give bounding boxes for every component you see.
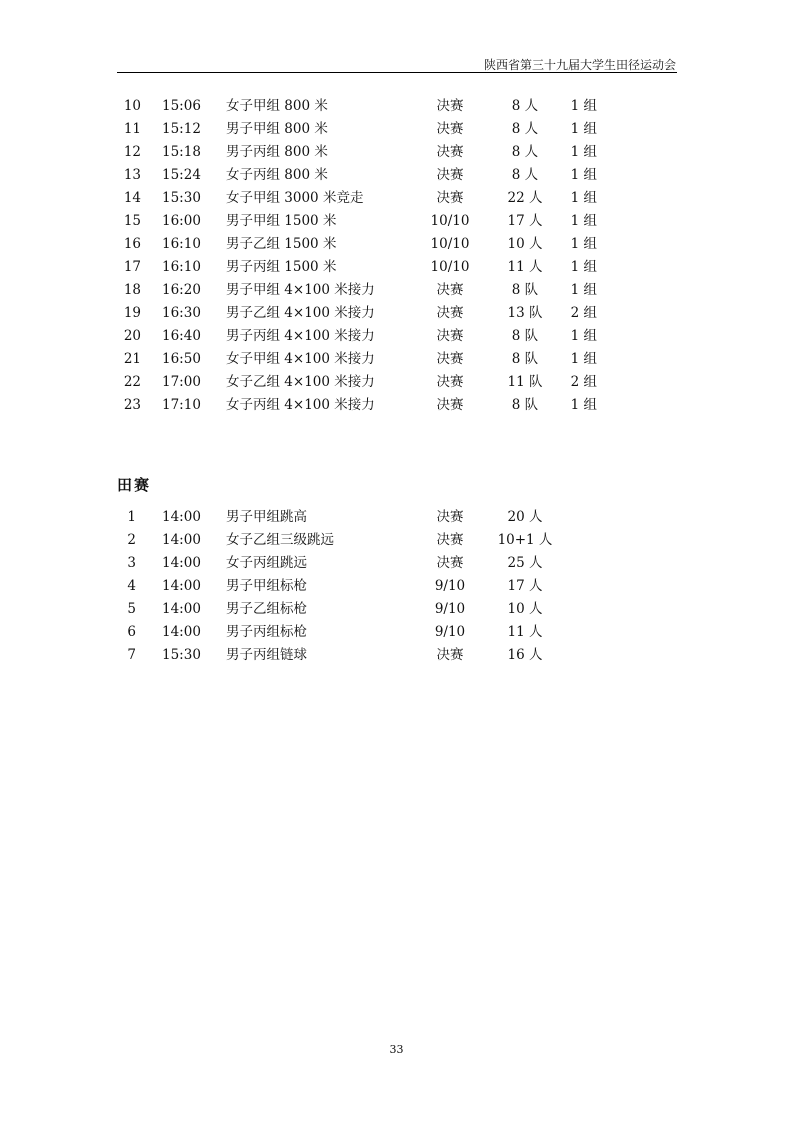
row-time: 14:00 bbox=[162, 601, 201, 617]
row-count: 10+1 人 bbox=[497, 532, 553, 548]
table-row bbox=[117, 598, 677, 621]
row-time: 14:00 bbox=[162, 578, 201, 594]
row-round: 9/10 bbox=[434, 624, 466, 640]
row-round: 决赛 bbox=[436, 167, 464, 183]
row-event: 男子甲组 800 米 bbox=[226, 121, 328, 137]
row-number: 17 bbox=[123, 259, 141, 275]
row-count: 20 人 bbox=[507, 509, 543, 525]
row-time: 15:24 bbox=[162, 167, 201, 183]
row-round: 决赛 bbox=[436, 374, 464, 390]
row-time: 17:10 bbox=[162, 397, 201, 413]
row-count: 10 人 bbox=[507, 601, 543, 617]
row-time: 16:00 bbox=[162, 213, 201, 229]
row-round: 决赛 bbox=[436, 98, 464, 114]
row-count: 10 人 bbox=[507, 236, 543, 252]
table-row bbox=[117, 506, 677, 529]
row-number: 3 bbox=[127, 555, 136, 571]
track-schedule-table bbox=[117, 95, 677, 417]
table-row bbox=[117, 302, 677, 325]
row-round: 决赛 bbox=[436, 532, 464, 548]
row-count: 8 人 bbox=[511, 121, 539, 137]
row-number: 13 bbox=[123, 167, 141, 183]
row-number: 14 bbox=[123, 190, 141, 206]
row-groups: 1 组 bbox=[570, 144, 597, 160]
row-number: 10 bbox=[123, 98, 141, 114]
row-count: 8 人 bbox=[511, 167, 539, 183]
row-groups: 2 组 bbox=[570, 305, 597, 321]
row-number: 20 bbox=[123, 328, 141, 344]
row-count: 16 人 bbox=[507, 647, 543, 663]
row-time: 15:06 bbox=[162, 98, 201, 114]
row-event: 女子丙组 800 米 bbox=[226, 167, 328, 183]
row-event: 男子甲组标枪 bbox=[226, 578, 307, 594]
table-row bbox=[117, 348, 677, 371]
row-time: 16:10 bbox=[162, 259, 201, 275]
row-time: 16:20 bbox=[162, 282, 201, 298]
row-groups: 1 组 bbox=[570, 236, 597, 252]
table-row bbox=[117, 371, 677, 394]
table-row bbox=[117, 529, 677, 552]
row-time: 16:30 bbox=[162, 305, 201, 321]
row-time: 15:30 bbox=[162, 190, 201, 206]
row-number: 21 bbox=[123, 351, 141, 367]
header-rule bbox=[117, 72, 677, 73]
row-event: 男子甲组 4×100 米接力 bbox=[226, 282, 375, 298]
row-event: 女子丙组跳远 bbox=[226, 555, 307, 571]
row-count: 13 队 bbox=[507, 305, 543, 321]
row-event: 男子乙组 4×100 米接力 bbox=[226, 305, 375, 321]
row-event: 女子乙组 4×100 米接力 bbox=[226, 374, 375, 390]
row-groups: 1 组 bbox=[570, 351, 597, 367]
row-round: 10/10 bbox=[430, 236, 470, 252]
row-groups: 1 组 bbox=[570, 397, 597, 413]
row-number: 4 bbox=[127, 578, 136, 594]
table-row bbox=[117, 118, 677, 141]
row-number: 16 bbox=[123, 236, 141, 252]
row-number: 5 bbox=[127, 601, 136, 617]
row-event: 男子丙组链球 bbox=[226, 647, 307, 663]
row-groups: 1 组 bbox=[570, 190, 597, 206]
row-count: 8 人 bbox=[511, 144, 539, 160]
row-number: 12 bbox=[123, 144, 141, 160]
row-number: 11 bbox=[123, 121, 141, 137]
row-round: 决赛 bbox=[436, 555, 464, 571]
row-event: 男子乙组标枪 bbox=[226, 601, 307, 617]
row-round: 决赛 bbox=[436, 328, 464, 344]
field-section-title: 田赛 bbox=[117, 476, 152, 494]
row-groups: 1 组 bbox=[570, 259, 597, 275]
row-count: 8 队 bbox=[511, 351, 539, 367]
row-time: 15:30 bbox=[162, 647, 201, 663]
row-count: 22 人 bbox=[507, 190, 543, 206]
row-event: 女子丙组 4×100 米接力 bbox=[226, 397, 375, 413]
row-time: 16:10 bbox=[162, 236, 201, 252]
table-row bbox=[117, 95, 677, 118]
row-event: 男子乙组 1500 米 bbox=[226, 236, 337, 252]
table-row bbox=[117, 256, 677, 279]
field-schedule-table bbox=[117, 506, 677, 667]
row-event: 女子甲组 3000 米竞走 bbox=[226, 190, 364, 206]
row-event: 男子丙组 4×100 米接力 bbox=[226, 328, 375, 344]
row-event: 女子乙组三级跳远 bbox=[226, 532, 334, 548]
row-round: 决赛 bbox=[436, 509, 464, 525]
row-round: 决赛 bbox=[436, 190, 464, 206]
row-count: 17 人 bbox=[507, 578, 543, 594]
row-groups: 1 组 bbox=[570, 121, 597, 137]
row-event: 男子丙组标枪 bbox=[226, 624, 307, 640]
row-time: 14:00 bbox=[162, 509, 201, 525]
row-round: 决赛 bbox=[436, 351, 464, 367]
row-groups: 1 组 bbox=[570, 167, 597, 183]
row-time: 17:00 bbox=[162, 374, 201, 390]
row-number: 2 bbox=[127, 532, 136, 548]
row-number: 7 bbox=[127, 647, 136, 663]
table-row bbox=[117, 210, 677, 233]
row-event: 男子甲组跳高 bbox=[226, 509, 307, 525]
table-row bbox=[117, 621, 677, 644]
row-time: 16:40 bbox=[162, 328, 201, 344]
row-event: 男子甲组 1500 米 bbox=[226, 213, 337, 229]
row-count: 17 人 bbox=[507, 213, 543, 229]
row-count: 25 人 bbox=[507, 555, 543, 571]
row-count: 8 人 bbox=[511, 98, 539, 114]
row-number: 6 bbox=[127, 624, 136, 640]
table-row bbox=[117, 279, 677, 302]
table-row bbox=[117, 325, 677, 348]
row-count: 8 队 bbox=[511, 397, 539, 413]
table-row bbox=[117, 187, 677, 210]
row-count: 8 队 bbox=[511, 328, 539, 344]
row-round: 9/10 bbox=[434, 601, 466, 617]
row-number: 1 bbox=[127, 509, 136, 525]
row-round: 9/10 bbox=[434, 578, 466, 594]
row-round: 决赛 bbox=[436, 647, 464, 663]
row-event: 女子甲组 4×100 米接力 bbox=[226, 351, 375, 367]
row-number: 18 bbox=[123, 282, 141, 298]
row-groups: 1 组 bbox=[570, 328, 597, 344]
row-groups: 1 组 bbox=[570, 213, 597, 229]
row-time: 14:00 bbox=[162, 555, 201, 571]
row-time: 15:18 bbox=[162, 144, 201, 160]
row-event: 男子丙组 800 米 bbox=[226, 144, 328, 160]
table-row bbox=[117, 394, 677, 417]
row-count: 11 人 bbox=[507, 624, 543, 640]
row-count: 8 队 bbox=[511, 282, 539, 298]
row-count: 11 人 bbox=[507, 259, 543, 275]
table-row bbox=[117, 644, 677, 667]
row-round: 10/10 bbox=[430, 213, 470, 229]
row-groups: 1 组 bbox=[570, 98, 597, 114]
row-groups: 2 组 bbox=[570, 374, 597, 390]
row-round: 决赛 bbox=[436, 305, 464, 321]
page-number: 33 bbox=[389, 1043, 404, 1056]
table-row bbox=[117, 233, 677, 256]
row-number: 19 bbox=[123, 305, 141, 321]
row-round: 决赛 bbox=[436, 282, 464, 298]
row-event: 女子甲组 800 米 bbox=[226, 98, 328, 114]
table-row bbox=[117, 552, 677, 575]
header-title: 陕西省第三十九届大学生田径运动会 bbox=[483, 58, 676, 72]
row-time: 14:00 bbox=[162, 532, 201, 548]
row-round: 决赛 bbox=[436, 144, 464, 160]
row-time: 14:00 bbox=[162, 624, 201, 640]
row-time: 16:50 bbox=[162, 351, 201, 367]
table-row bbox=[117, 141, 677, 164]
row-time: 15:12 bbox=[162, 121, 201, 137]
table-row bbox=[117, 164, 677, 187]
row-number: 22 bbox=[123, 374, 141, 390]
table-row bbox=[117, 575, 677, 598]
row-event: 男子丙组 1500 米 bbox=[226, 259, 337, 275]
row-round: 10/10 bbox=[430, 259, 470, 275]
row-count: 11 队 bbox=[507, 374, 543, 390]
row-groups: 1 组 bbox=[570, 282, 597, 298]
row-number: 23 bbox=[123, 397, 141, 413]
row-number: 15 bbox=[123, 213, 141, 229]
row-round: 决赛 bbox=[436, 397, 464, 413]
row-round: 决赛 bbox=[436, 121, 464, 137]
